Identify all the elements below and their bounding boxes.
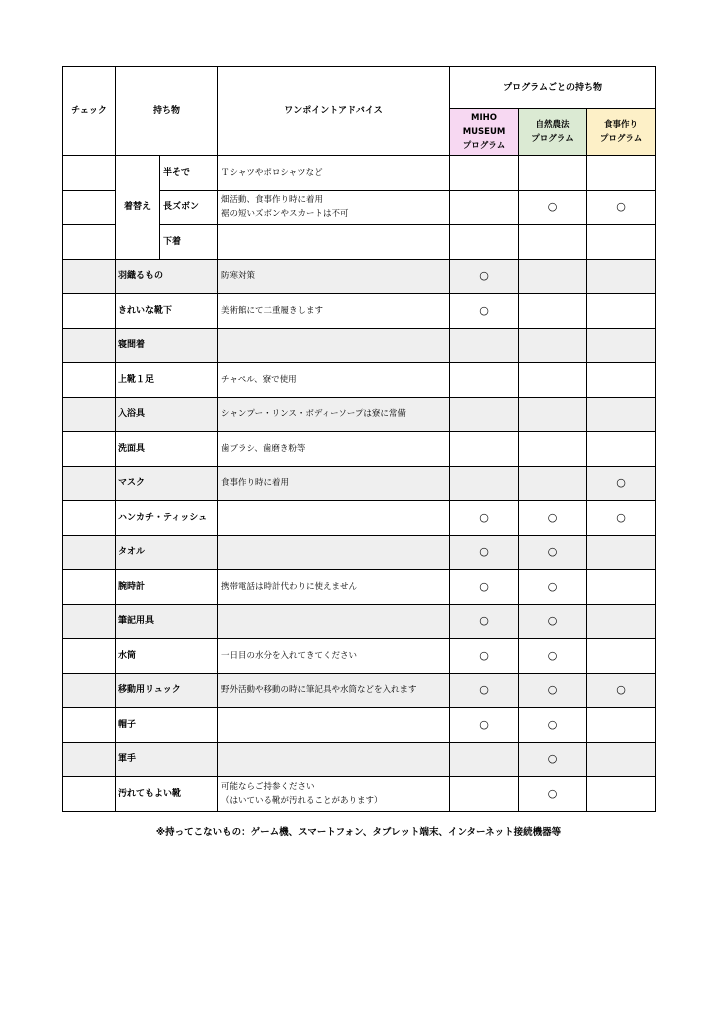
check-cell[interactable] xyxy=(63,363,116,398)
mark-miho xyxy=(450,156,519,191)
mark-miho: ○ xyxy=(450,535,519,570)
check-cell[interactable] xyxy=(63,259,116,294)
mark-natural-farming xyxy=(519,397,587,432)
mark-cooking xyxy=(587,708,656,743)
item-name: 腕時計 xyxy=(116,570,218,605)
mark-cooking xyxy=(587,294,656,329)
advice-cell xyxy=(218,328,450,363)
program-label: プログラム xyxy=(531,134,574,144)
table-row xyxy=(63,535,656,570)
table-row xyxy=(63,397,656,432)
mark-cooking xyxy=(587,639,656,674)
mark-natural-farming: ○ xyxy=(519,708,587,743)
mark-natural-farming: ○ xyxy=(519,604,587,639)
packing-list-table xyxy=(62,66,656,812)
item-name: 半そで xyxy=(160,156,218,191)
check-cell[interactable] xyxy=(63,432,116,467)
item-name: 軍手 xyxy=(116,742,218,777)
mark-miho xyxy=(450,466,519,501)
check-cell[interactable] xyxy=(63,294,116,329)
mark-natural-farming xyxy=(519,328,587,363)
item-name: 水筒 xyxy=(116,639,218,674)
mark-cooking xyxy=(587,535,656,570)
program-name: MIHO MUSEUM xyxy=(462,113,506,137)
advice-cell: 可能ならご持参ください （はいている靴が汚れることがあります） xyxy=(218,777,450,812)
mark-natural-farming: ○ xyxy=(519,742,587,777)
table-row xyxy=(63,432,656,467)
check-cell[interactable] xyxy=(63,742,116,777)
mark-cooking: ○ xyxy=(587,190,656,225)
mark-miho xyxy=(450,363,519,398)
table-row xyxy=(63,604,656,639)
item-name: 入浴具 xyxy=(116,397,218,432)
check-cell[interactable] xyxy=(63,604,116,639)
program-name: 自然農法 xyxy=(535,120,570,130)
mark-natural-farming xyxy=(519,259,587,294)
mark-cooking xyxy=(587,156,656,191)
table-row xyxy=(63,328,656,363)
mark-miho xyxy=(450,328,519,363)
table-row xyxy=(63,294,656,329)
mark-natural-farming: ○ xyxy=(519,535,587,570)
check-cell[interactable] xyxy=(63,501,116,536)
advice-cell: チャペル、寮で使用 xyxy=(218,363,450,398)
item-name: きれいな靴下 xyxy=(116,294,218,329)
table-row xyxy=(63,673,656,708)
mark-natural-farming xyxy=(519,225,587,260)
mark-natural-farming: ○ xyxy=(519,190,587,225)
item-name: 上靴１足 xyxy=(116,363,218,398)
mark-cooking: ○ xyxy=(587,466,656,501)
advice-cell: Ｔシャツやポロシャツなど xyxy=(218,156,450,191)
mark-miho xyxy=(450,225,519,260)
mark-cooking xyxy=(587,225,656,260)
advice-cell: 歯ブラシ、歯磨き粉等 xyxy=(218,432,450,467)
mark-miho xyxy=(450,190,519,225)
mark-miho xyxy=(450,777,519,812)
advice-cell xyxy=(218,225,450,260)
mark-miho xyxy=(450,397,519,432)
item-name: 筆記用具 xyxy=(116,604,218,639)
check-cell[interactable] xyxy=(63,777,116,812)
advice-cell: 美術館にて二重履きします xyxy=(218,294,450,329)
mark-miho: ○ xyxy=(450,570,519,605)
header-advice: ワンポイントアドバイス xyxy=(218,67,450,156)
mark-natural-farming xyxy=(519,156,587,191)
check-cell[interactable] xyxy=(63,708,116,743)
advice-cell xyxy=(218,604,450,639)
item-name: 汚れてもよい靴 xyxy=(116,777,218,812)
mark-cooking xyxy=(587,432,656,467)
table-row xyxy=(63,708,656,743)
mark-miho: ○ xyxy=(450,294,519,329)
header-items: 持ち物 xyxy=(116,67,218,156)
advice-cell: シャンプー・リンス・ボディーソープは寮に常備 xyxy=(218,397,450,432)
table-row xyxy=(63,742,656,777)
mark-cooking xyxy=(587,397,656,432)
item-name: 下着 xyxy=(160,225,218,260)
item-name: 帽子 xyxy=(116,708,218,743)
header-program-cooking xyxy=(587,109,656,156)
check-cell[interactable] xyxy=(63,639,116,674)
table-row xyxy=(63,363,656,398)
advice-cell: 野外活動や移動の時に筆記具や水筒などを入れます xyxy=(218,673,450,708)
mark-natural-farming: ○ xyxy=(519,639,587,674)
check-cell[interactable] xyxy=(63,156,116,191)
program-label: プログラム xyxy=(462,141,506,151)
program-label: プログラム xyxy=(599,134,643,144)
mark-natural-farming xyxy=(519,432,587,467)
mark-cooking xyxy=(587,742,656,777)
mark-cooking xyxy=(587,604,656,639)
item-name: タオル xyxy=(116,535,218,570)
advice-cell: 防寒対策 xyxy=(218,259,450,294)
mark-miho: ○ xyxy=(450,708,519,743)
advice-cell xyxy=(218,535,450,570)
mark-natural-farming xyxy=(519,294,587,329)
table-row xyxy=(63,466,656,501)
mark-cooking xyxy=(587,328,656,363)
advice-cell xyxy=(218,742,450,777)
table-row xyxy=(63,501,656,536)
mark-miho: ○ xyxy=(450,259,519,294)
mark-miho xyxy=(450,432,519,467)
table-row xyxy=(63,639,656,674)
table-row xyxy=(63,777,656,812)
mark-miho: ○ xyxy=(450,501,519,536)
mark-natural-farming: ○ xyxy=(519,501,587,536)
mark-miho: ○ xyxy=(450,604,519,639)
advice-cell xyxy=(218,501,450,536)
mark-cooking xyxy=(587,777,656,812)
mark-natural-farming: ○ xyxy=(519,673,587,708)
advice-cell: 一日目の水分を入れてきてください xyxy=(218,639,450,674)
mark-cooking xyxy=(587,363,656,398)
mark-cooking: ○ xyxy=(587,673,656,708)
item-name: 長ズボン xyxy=(160,190,218,225)
check-cell[interactable] xyxy=(63,466,116,501)
item-name: 洗面具 xyxy=(116,432,218,467)
item-name: ハンカチ・ティッシュ xyxy=(116,501,218,536)
check-cell[interactable] xyxy=(63,570,116,605)
item-name: 羽織るもの xyxy=(116,259,218,294)
mark-miho xyxy=(450,742,519,777)
item-name: マスク xyxy=(116,466,218,501)
mark-natural-farming: ○ xyxy=(519,777,587,812)
category-changes: 着替え xyxy=(116,156,160,260)
advice-cell xyxy=(218,708,450,743)
program-name: 食事作り xyxy=(604,120,639,130)
header-program-group: プログラムごとの持ち物 xyxy=(450,67,656,109)
mark-miho: ○ xyxy=(450,639,519,674)
checklist-sheet xyxy=(62,66,655,812)
table-row xyxy=(63,570,656,605)
mark-cooking xyxy=(587,259,656,294)
mark-natural-farming: ○ xyxy=(519,570,587,605)
header-program-miho xyxy=(450,109,519,156)
check-cell[interactable] xyxy=(63,535,116,570)
advice-cell: 食事作り時に着用 xyxy=(218,466,450,501)
table-row xyxy=(63,259,656,294)
check-cell[interactable] xyxy=(63,225,116,260)
check-cell[interactable] xyxy=(63,673,116,708)
mark-natural-farming xyxy=(519,466,587,501)
mark-natural-farming xyxy=(519,363,587,398)
check-cell[interactable] xyxy=(63,397,116,432)
advice-cell: 畑活動、食事作り時に着用 裾の短いズボンやスカートは不可 xyxy=(218,190,450,225)
check-cell[interactable] xyxy=(63,328,116,363)
mark-cooking xyxy=(587,570,656,605)
mark-miho: ○ xyxy=(450,673,519,708)
header-program-natural-farming xyxy=(519,109,587,156)
item-name: 移動用リュック xyxy=(116,673,218,708)
footnote: ※持ってこないもの：ゲーム機、スマートフォン、タブレット端末、インターネット接続機器等 xyxy=(155,827,562,838)
header-check: チェック xyxy=(63,67,116,156)
item-name: 寝間着 xyxy=(116,328,218,363)
advice-cell: 携帯電話は時計代わりに使えません xyxy=(218,570,450,605)
mark-cooking: ○ xyxy=(587,501,656,536)
check-cell[interactable] xyxy=(63,190,116,225)
